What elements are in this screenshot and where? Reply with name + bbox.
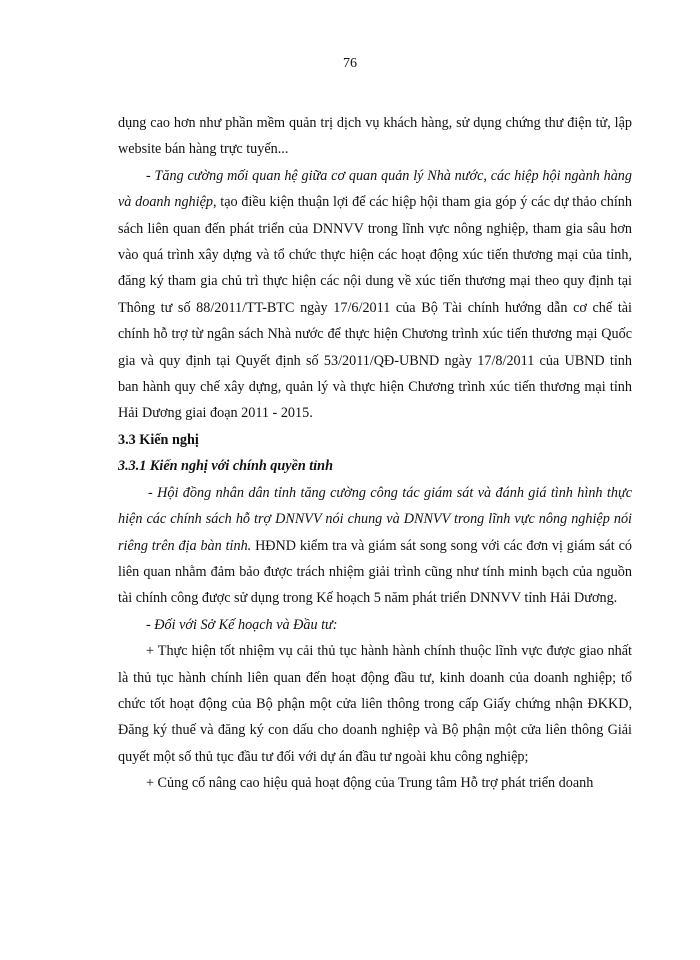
paragraph-lead-italic: - Hội đồng nhân dân tỉnh tăng cường công tác giám sát và đánh giá tình hình thực hiện các chính sách hỗ trợ DNNVV nói chung và DNNVV trong lĩnh vực nông nghiệp nói riêng trên địa bàn tỉnh. bbox=[118, 484, 632, 554]
paragraph-body: HĐND kiểm tra và giám sát song song với các đơn vị giám sát có liên quan nhằm đảm bảo được trách nhiệm giải trình cũng như tính minh bạch của nguồn tài chính công được sử dụng trong Kế hoạch 5 năm phát triển DNNVV tỉnh Hải Dương. bbox=[118, 537, 632, 607]
paragraph-support-center: + Củng cố nâng cao hiệu quả hoạt động của Trung tâm Hỗ trợ phát triển doanh bbox=[146, 775, 594, 792]
page-number: 76 bbox=[343, 56, 357, 71]
paragraph-lead-italic: - Đối với Sở Kế hoạch và Đầu tư: bbox=[146, 616, 338, 633]
paragraph-admin-procedures: + Thực hiện tốt nhiệm vụ cải thủ tục hành hành chính thuộc lĩnh vực được giao nhất là thủ tục hành chính liên quan đến hoạt động đầu tư, kinh doanh của doanh nghiệp; tổ chức tốt hoạt động của Bộ phận một cửa liên thông trong cấp Giấy chứng nhận ĐKKD, Đăng ký thuế và đăng ký con dấu cho doanh nghiệp và Bộ phận một cửa liên thông Giải quyết một số thủ tục đầu tư đối với dự án đầu tư ngoài khu công nghiệp; bbox=[118, 643, 632, 765]
paragraph-strengthen-relations bbox=[118, 163, 632, 427]
paragraph-lead-italic: - Tăng cường mối quan hệ giữa cơ quan quản lý Nhà nước, các hiệp hội ngành hàng và doanh nghiệp bbox=[118, 167, 632, 211]
paragraph-body: , tạo điều kiện thuận lợi để các hiệp hội tham gia góp ý các dự thảo chính sách liên quan đến phát triển của DNNVV trong lĩnh vực nông nghiệp, tham gia sâu hơn vào quá trình xây dựng và tổ chức thực hiện các hoạt động xúc tiến thương mại của tỉnh, đăng ký tham gia chủ trì thực hiện các nội dung về xúc tiến thương mại theo quy định tại Thông tư số 88/2011/TT-BTC ngày 17/6/2011 của Bộ Tài chính hướng dẫn cơ chế tài chính hỗ trợ từ ngân sách Nhà nước để thực hiện Chương trình xúc tiến thương mại Quốc gia và quy định tại Quyết định số 53/2011/QĐ-UBND ngày 17/8/2011 của UBND tỉnh ban hành quy chế xây dựng, quản lý và thực hiện Chương trình xúc tiến thương mại tỉnh Hải Dương giai đoạn 2011 - 2015. bbox=[118, 194, 632, 422]
section-heading: 3.3 Kiến nghị bbox=[118, 431, 199, 448]
subsection-heading: 3.3.1 Kiến nghị với chính quyền tỉnh bbox=[118, 458, 333, 475]
paragraph-planning-department bbox=[118, 612, 632, 638]
paragraph-continuation: dụng cao hơn như phần mềm quản trị dịch vụ khách hàng, sử dụng chứng thư điện tử, lập website bán hàng trực tuyến... bbox=[118, 115, 632, 158]
document-body bbox=[118, 110, 632, 797]
paragraph-council-supervision bbox=[118, 480, 632, 612]
